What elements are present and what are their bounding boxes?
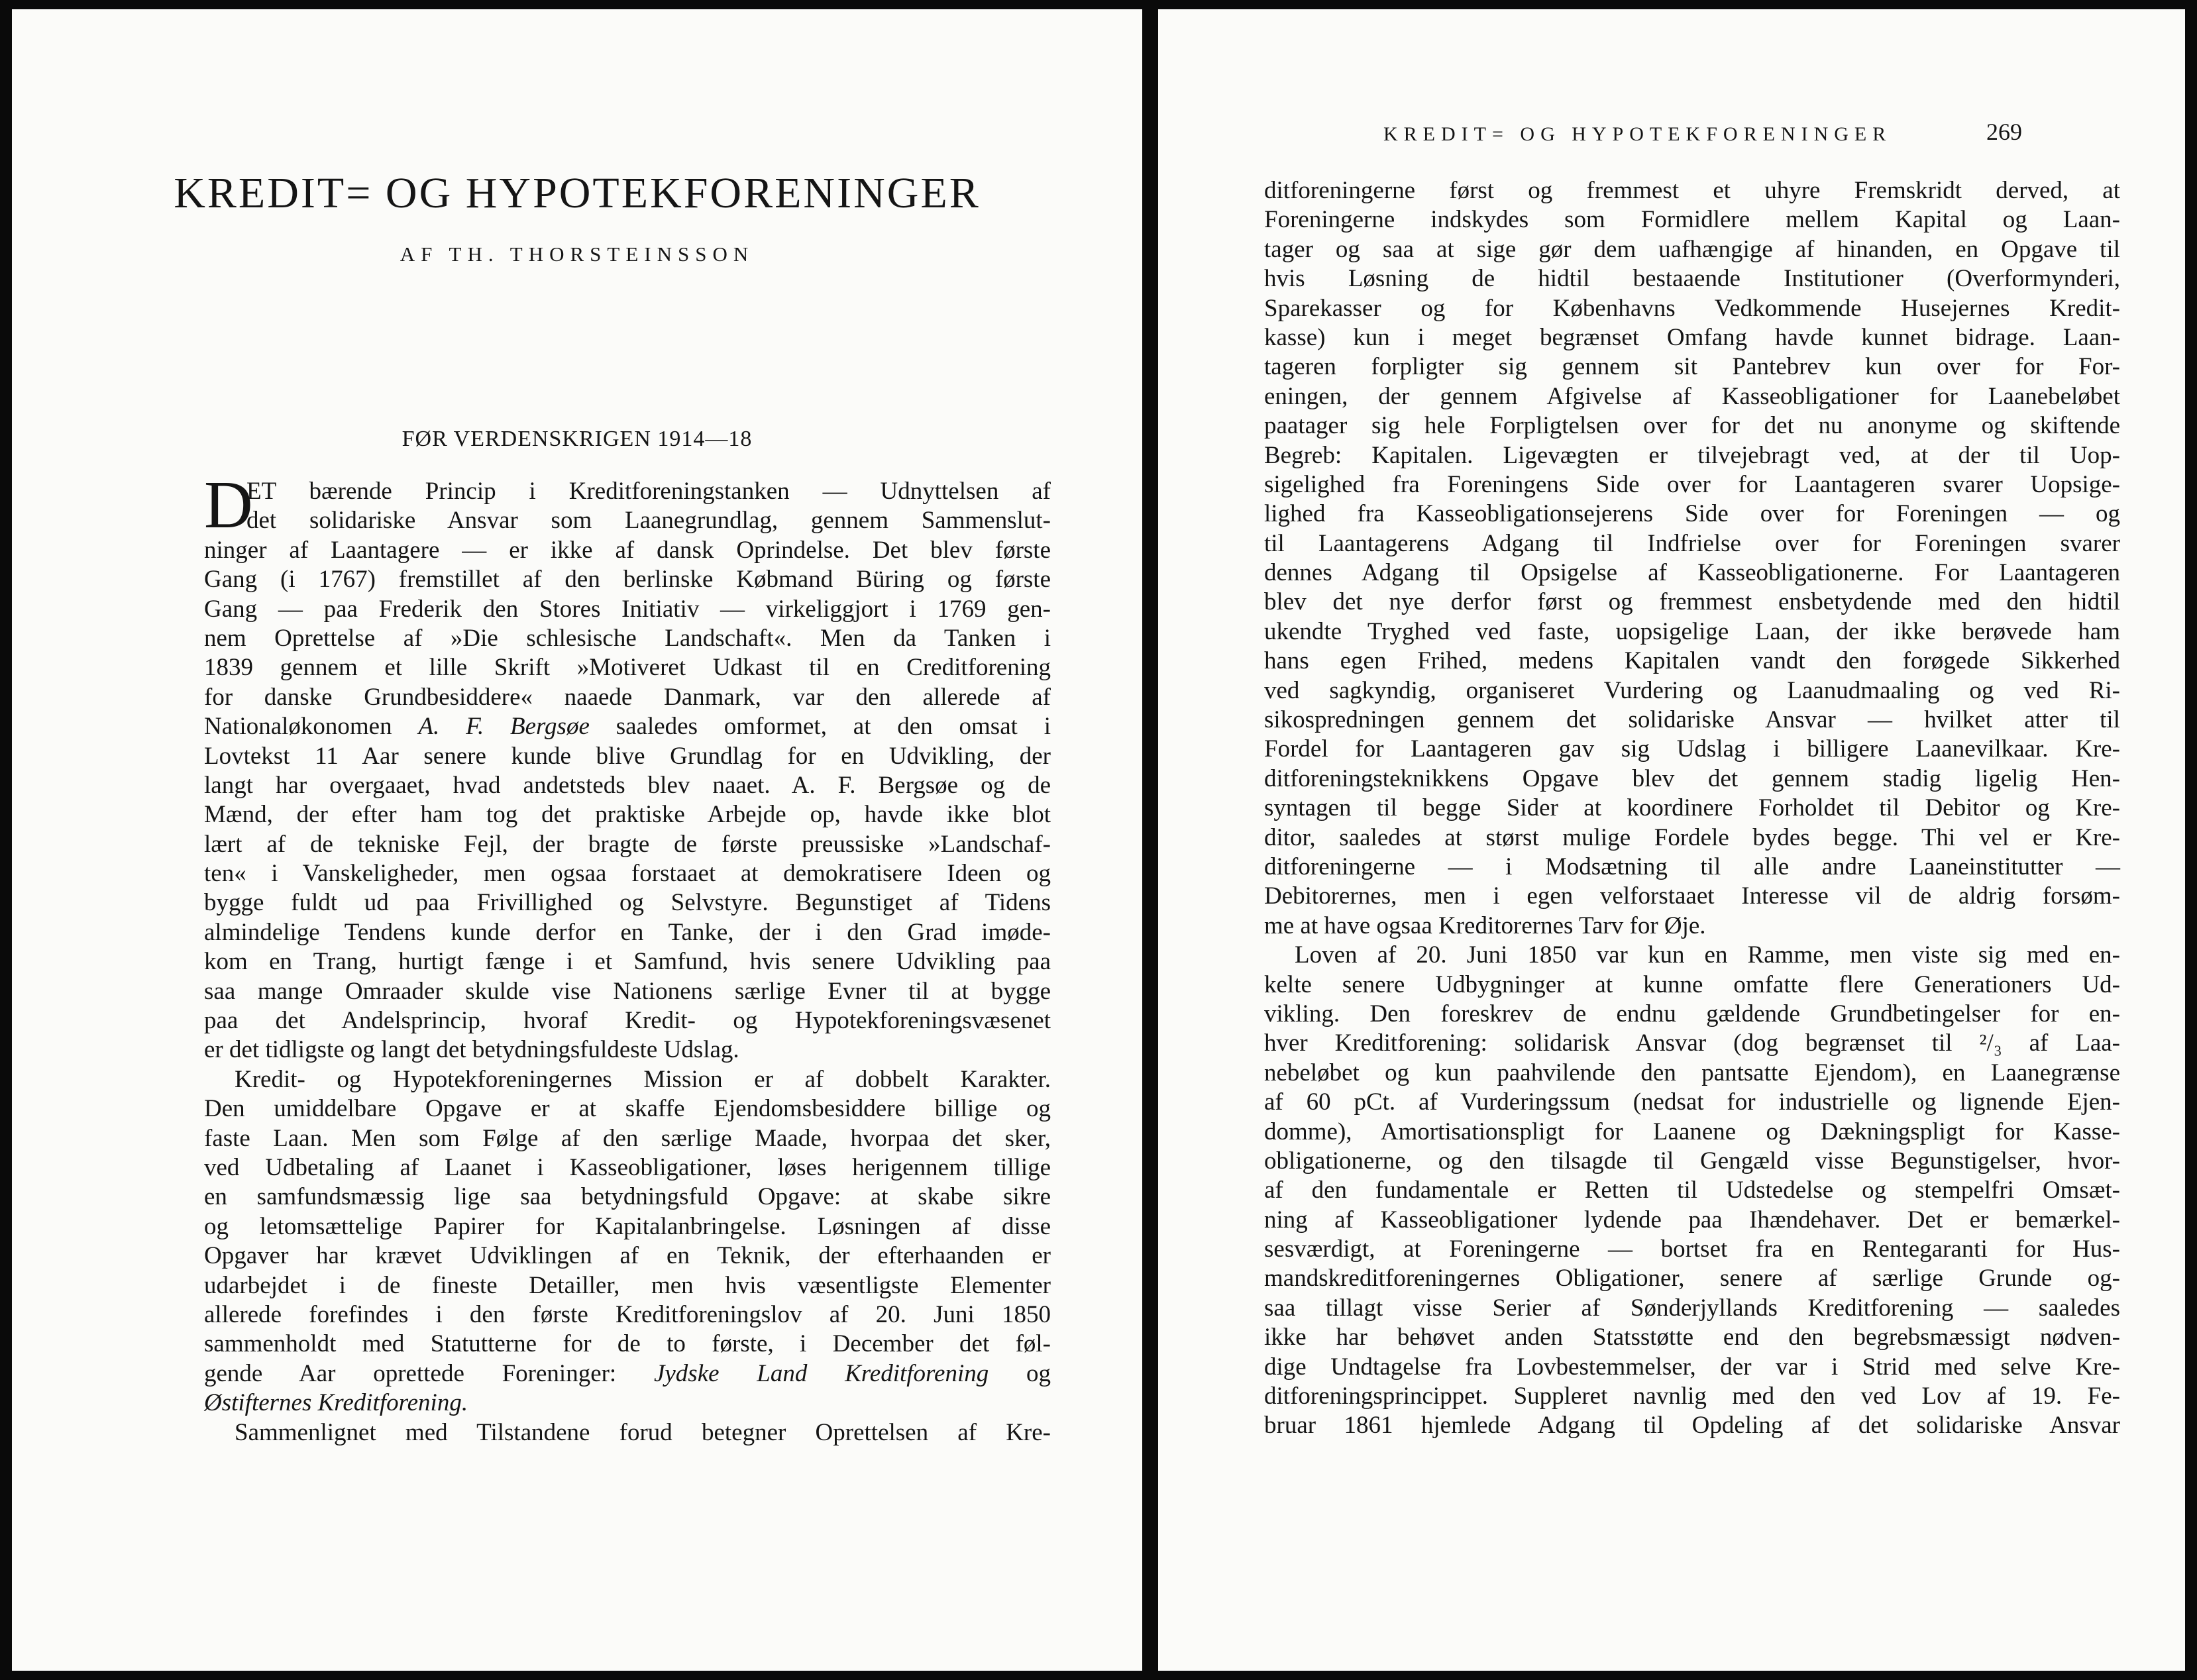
text-line: Opgaver har krævet Udviklingen af en Teknik, der efterhaanden er bbox=[204, 1242, 1051, 1270]
text-line: Sammenlignet med Tilstandene forud betegner Oprettelsen af Kre- bbox=[235, 1418, 1051, 1446]
text-line: af den fundamentale er Retten til Udstedelse og stempelfri Omsæt- bbox=[1264, 1177, 2120, 1204]
text-line: det solidariske Ansvar som Laanegrundlag, gennem Sammenslut- bbox=[246, 507, 1051, 535]
text-line: sammenholdt med Statutterne for de to første, i December det føl- bbox=[204, 1330, 1051, 1358]
text-line: nebeløbet og kun paahvilende den pantsatte Ejendom), en Laanegrænse bbox=[1264, 1059, 2120, 1086]
text-line: Nationaløkonomen A. F. Bergsøe saaledes omformet, at den omsat i bbox=[204, 713, 1051, 741]
text-line: hvis Løsning de hidtil bestaaende Institutioner (Overformynderi, bbox=[1264, 265, 2120, 293]
text-line: ikke har behøvet anden Statsstøtte end den begrebsmæssigt nødven- bbox=[1264, 1324, 2120, 1351]
text-line: allerede forefindes i den første Kreditforeningslov af 20. Juni 1850 bbox=[204, 1300, 1051, 1328]
left-body-text bbox=[204, 477, 1051, 1447]
text-line: ning af Kasseobligationer lydende paa Ihændehaver. Det er bemærkel- bbox=[1264, 1206, 2120, 1234]
text-line: Debitorernes, men i egen velforstaaet Interesse vil de aldrig forsøm- bbox=[1264, 882, 2120, 910]
text-line: mandskreditforeningernes Obligationer, senere af særlige Grunde og- bbox=[1264, 1265, 2120, 1292]
text-line: ET bærende Princip i Kreditforeningstanken — Udnyttelsen af bbox=[246, 478, 1051, 505]
text-line: ved Udbetaling af Laanet i Kasseobligationer, løses herigennem tillige bbox=[204, 1153, 1051, 1181]
text-line: kasse) kun i meget begrænset Omfang havde kunnet bidrage. Laan- bbox=[1264, 323, 2120, 351]
text-line: bygge fuldt ud paa Frivillighed og Selvstyre. Begunstiget af Tidens bbox=[204, 889, 1051, 917]
text-line: kelte senere Udbygninger at kunne omfatte flere Generationers Ud- bbox=[1264, 971, 2120, 998]
section-heading: FØR VERDENSKRIGEN 1914—18 bbox=[402, 427, 753, 451]
text-line: ninger af Laantagere — er ikke af dansk Oprindelse. Det blev første bbox=[204, 536, 1051, 564]
text-line: dige Undtagelse fra Lovbestemmelser, der var i Strid med selve Kre- bbox=[1264, 1353, 2120, 1381]
text-line: paatager sig hele Forpligtelsen over for det nu anonyme og skiftende bbox=[1264, 412, 2120, 440]
text-line: Østifternes Kreditforening. bbox=[204, 1389, 468, 1417]
text-line: saa tillagt visse Serier af Sønderjyllands Kreditforening — saaledes bbox=[1264, 1294, 2120, 1322]
text-line: sesværdigt, at Foreningerne — bortset fra en Rentegaranti for Hus- bbox=[1264, 1235, 2120, 1263]
text-line: hver Kreditforening: solidarisk Ansvar (dog begrænset til ²/₃ af Laa- bbox=[1264, 1029, 2120, 1057]
text-line: Sparekasser og for Københavns Vedkommende Husejernes Kredit- bbox=[1264, 294, 2120, 322]
text-line: ukendte Tryghed ved faste, uopsigelige Laan, der ikke berøvede ham bbox=[1264, 617, 2120, 645]
text-line: saa mange Omraader skulde vise Nationens særlige Evner til at bygge bbox=[204, 977, 1051, 1005]
text-line: ditforeningsteknikkens Opgave blev det gennem stadig ligelig Hen- bbox=[1264, 764, 2120, 792]
text-line: Gang — paa Frederik den Stores Initiativ — virkeliggjort i 1769 gen- bbox=[204, 595, 1051, 623]
text-line: ditforeningsprincippet. Suppleret navnlig med den ved Lov af 19. Fe- bbox=[1264, 1383, 2120, 1410]
text-line: for danske Grundbesiddere« naaede Danmark, var den allerede af bbox=[204, 683, 1051, 711]
text-line: Loven af 20. Juni 1850 var kun en Ramme, men viste sig med en- bbox=[1295, 941, 2120, 969]
text-line: og letomsættelige Papirer for Kapitalanbringelse. Løsningen af disse bbox=[204, 1212, 1051, 1240]
text-line: bruar 1861 hjemlede Adgang til Opdeling af det solidariske Ansvar bbox=[1264, 1412, 2120, 1440]
text-line: almindelige Tendens kunde derfor en Tanke, der i den Grad imøde- bbox=[204, 918, 1051, 946]
text-line: hans egen Frihed, medens Kapitalen vandt den forøgede Sikkerhed bbox=[1264, 647, 2120, 675]
text-line: kom en Trang, hurtigt fænge i et Samfund, hvis senere Udvikling paa bbox=[204, 948, 1051, 976]
text-line: vikling. Den foreskrev de endnu gældende Grundbetingelser for en- bbox=[1264, 1000, 2120, 1027]
text-line: til Laantagerens Adgang til Indfrielse over for Foreningen svarer bbox=[1264, 529, 2120, 557]
running-head: KREDIT= OG HYPOTEKFORENINGER bbox=[1383, 123, 1892, 145]
text-line: 1839 gennem et lille Skrift »Motiveret Udkast til en Creditforening bbox=[204, 654, 1051, 682]
text-line: obligationerne, og den tilsagde til Gengæld visse Begunstigelser, hvor- bbox=[1264, 1147, 2120, 1175]
text-line: paa det Andelsprincip, hvoraf Kredit- og Hypotekforeningsvæsenet bbox=[204, 1007, 1051, 1035]
left-page bbox=[12, 9, 1142, 1671]
text-line: Fordel for Laantageren gav sig Udslag i billigere Laanevilkaar. Kre- bbox=[1264, 735, 2120, 763]
text-line: syntagen til begge Sider at koordinere Forholdet til Debitor og Kre- bbox=[1264, 794, 2120, 822]
page-number: 269 bbox=[1986, 119, 2022, 145]
text-line: sigelighed fra Foreningens Side over for Laantageren svarer Uopsige- bbox=[1264, 470, 2120, 498]
text-line: blev det nye derfor først og fremmest ensbetydende med den hidtil bbox=[1264, 588, 2120, 616]
author-byline: AF TH. THORSTEINSSON bbox=[400, 242, 755, 266]
text-line: faste Laan. Men som Følge af den særlige Maade, hvorpaa det sker, bbox=[204, 1124, 1051, 1152]
text-line: en samfundsmæssig lige saa betydningsfuld Opgave: at skabe sikre bbox=[204, 1183, 1051, 1211]
text-line: ditforeningerne først og fremmest et uhyre Fremskridt derved, at bbox=[1264, 177, 2120, 204]
text-line: udarbejdet i de fineste Detailler, men hvis væsentligste Elementer bbox=[204, 1271, 1051, 1299]
text-line: ditforeningerne — i Modsætning til alle andre Laaneinstitutter — bbox=[1264, 853, 2120, 880]
text-line: ditor, saaledes at størst mulige Fordele bydes begge. Thi vel er Kre- bbox=[1264, 823, 2120, 851]
text-line: domme), Amortisationspligt for Laanene og Dækningspligt for Kasse- bbox=[1264, 1118, 2120, 1145]
article-title: KREDIT= OG HYPOTEKFORENINGER bbox=[174, 169, 981, 217]
text-line: af 60 pCt. af Vurderingssum (nedsat for industrielle og lignende Ejen- bbox=[1264, 1088, 2120, 1116]
text-line: Mænd, der efter ham tog det praktiske Arbejde op, havde ikke blot bbox=[204, 801, 1051, 829]
right-body-text bbox=[1264, 176, 2120, 1441]
text-line: Begreb: Kapitalen. Ligevægten er tilvejebragt ved, at der til Uop- bbox=[1264, 441, 2120, 469]
right-page bbox=[1158, 9, 2185, 1671]
text-line: tageren forpligter sig gennem sit Pantebrev kun over for For- bbox=[1264, 353, 2120, 381]
text-line: lighed fra Kasseobligationsejerens Side over for Foreningen — og bbox=[1264, 500, 2120, 528]
text-line: er det tidligste og langt det betydningsfuldeste Udslag. bbox=[204, 1036, 739, 1064]
text-line: sikospredningen gennem det solidariske Ansvar — hvilket atter til bbox=[1264, 706, 2120, 734]
text-line: tager og saa at sige gør dem uafhængige af hinanden, en Opgave til bbox=[1264, 235, 2120, 263]
text-line: eningen, der gennem Afgivelse af Kasseobligationer for Laanebeløbet bbox=[1264, 382, 2120, 410]
text-line: Kredit- og Hypotekforeningernes Mission er af dobbelt Karakter. bbox=[235, 1065, 1051, 1093]
text-line: langt har overgaaet, hvad andetsteds blev naaet. A. F. Bergsøe og de bbox=[204, 771, 1051, 799]
text-line: Foreningerne indskydes som Formidlere mellem Kapital og Laan- bbox=[1264, 206, 2120, 234]
text-line: ved sagkyndig, organiseret Vurdering og Laanudmaaling og ved Ri- bbox=[1264, 676, 2120, 704]
text-line: nem Oprettelse af »Die schlesische Landschaft«. Men da Tanken i bbox=[204, 624, 1051, 652]
text-line: Gang (i 1767) fremstillet af den berlinske Købmand Büring og første bbox=[204, 566, 1051, 594]
text-line: lært af de tekniske Fejl, der bragte de første preussiske »Landschaf- bbox=[204, 830, 1051, 858]
text-line: Den umiddelbare Opgave er at skaffe Ejendomsbesiddere billige og bbox=[204, 1095, 1051, 1123]
text-line: dennes Adgang til Opsigelse af Kasseobligationerne. For Laantageren bbox=[1264, 559, 2120, 587]
drop-cap: D bbox=[204, 468, 253, 543]
text-line: Lovtekst 11 Aar senere kunde blive Grundlag for en Udvikling, der bbox=[204, 742, 1051, 770]
text-line: gende Aar oprettede Foreninger: Jydske Land Kreditforening og bbox=[204, 1359, 1051, 1387]
text-line: ten« i Vanskeligheder, men ogsaa forstaaet at demokratisere Ideen og bbox=[204, 860, 1051, 888]
text-line: me at have ogsaa Kreditorernes Tarv for Øje. bbox=[1264, 912, 1706, 939]
